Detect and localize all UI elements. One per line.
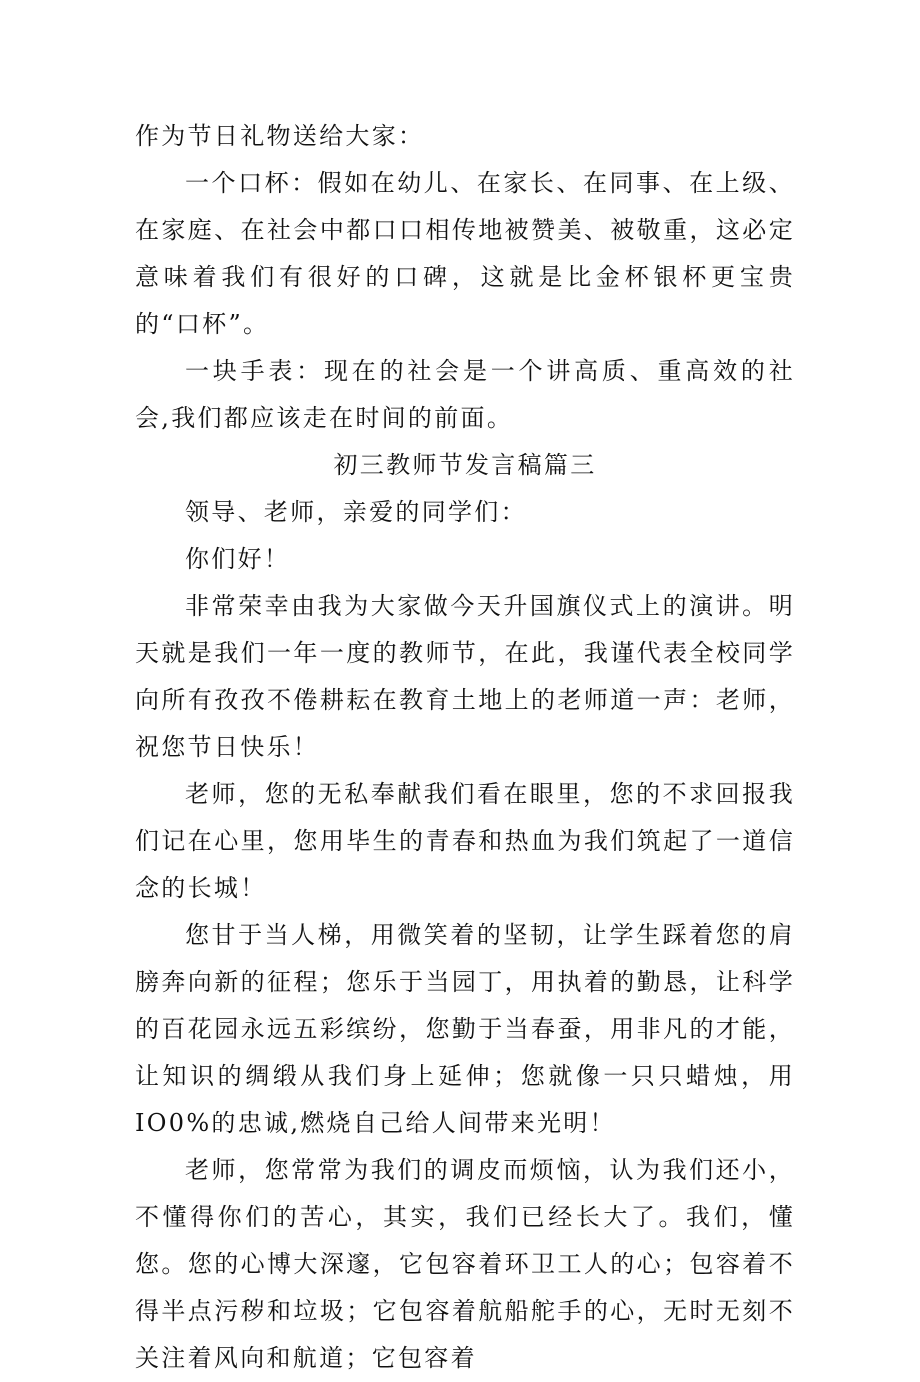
paragraph-watch: 一块手表：现在的社会是一个讲高质、重高效的社会,我们都应该走在时间的前面。 bbox=[135, 357, 795, 432]
document-body bbox=[135, 113, 795, 1382]
paragraph-honor: 非常荣幸由我为大家做今天升国旗仪式上的演讲。明天就是我们一年一度的教师节，在此，我谨代表全校同学向所有孜孜不倦耕耘在教育土地上的老师道一声：老师，祝您节日快乐！ bbox=[135, 592, 795, 761]
paragraph-greeting: 你们好！ bbox=[185, 545, 291, 573]
paragraph-dedication: 老师，您的无私奉献我们看在眼里，您的不求回报我们记在心里，您用毕生的青春和热血为我们筑起了一道信念的长城！ bbox=[135, 780, 795, 902]
paragraph-metaphors: 您甘于当人梯，用微笑着的坚韧，让学生踩着您的肩膀奔向新的征程；您乐于当园丁，用执着的勤恳，让科学的百花园永远五彩缤纷，您勤于当春蚕，用非凡的才能，让知识的绸缎从我们身上延伸；您就像一只只蜡烛，用IO0%的忠诚,燃烧自己给人间带来光明！ bbox=[135, 921, 795, 1137]
paragraph-gift-intro: 作为节日礼物送给大家： bbox=[135, 122, 425, 150]
paragraph-cup: 一个口杯：假如在幼儿、在家长、在同事、在上级、在家庭、在社会中都口口相传地被赞美、被敬重，这必定意味着我们有很好的口碑，这就是比金杯银杯更宝贵的“口杯”。 bbox=[135, 169, 795, 338]
paragraph-salutation: 领导、老师，亲爱的同学们： bbox=[185, 498, 527, 526]
paragraph-understanding: 老师，您常常为我们的调皮而烦恼，认为我们还小，不懂得你们的苦心，其实，我们已经长大了。我们，懂您。您的心博大深邃，它包容着环卫工人的心；包容着不得半点污秽和垃圾；它包容着航船舵手的心，无时无刻不关注着风向和航道；它包容着 bbox=[135, 1156, 795, 1372]
section-title: 初三教师节发言稿篇三 bbox=[333, 451, 597, 479]
